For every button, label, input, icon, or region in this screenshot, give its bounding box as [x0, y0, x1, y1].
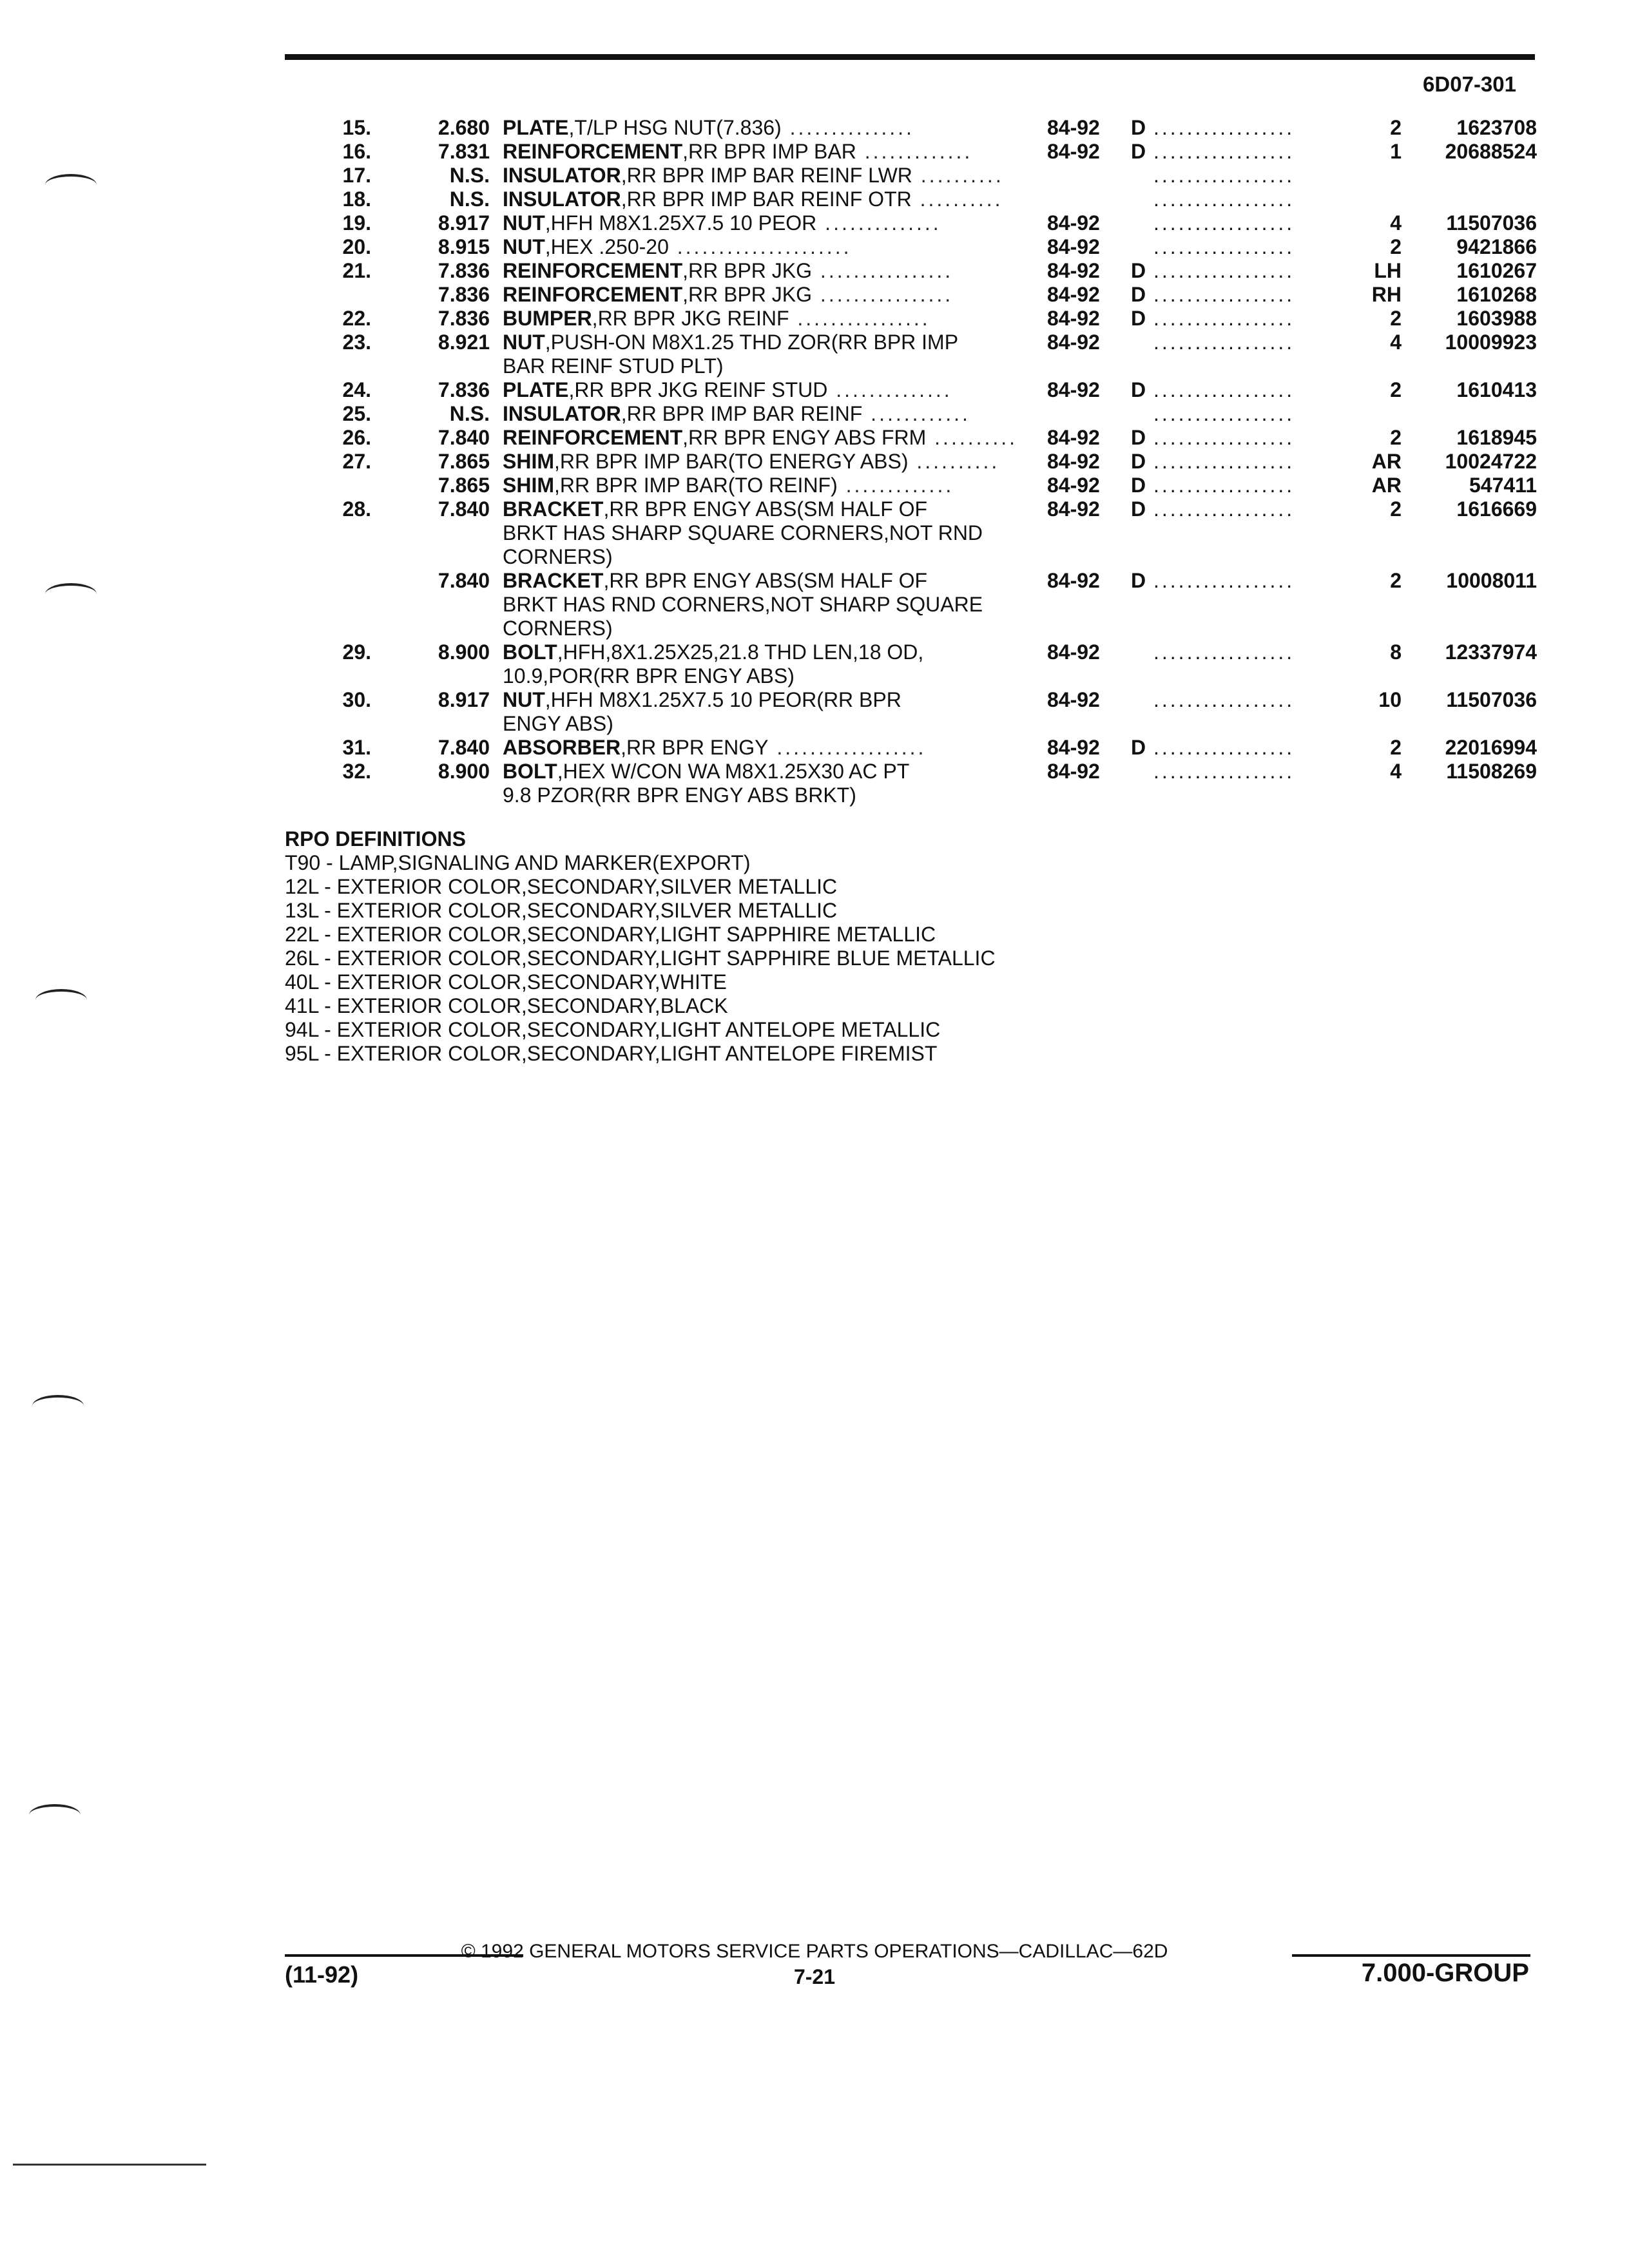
- model-years: 84-92: [1047, 116, 1100, 139]
- part-description: [503, 474, 1037, 497]
- part-row: [0, 331, 1629, 378]
- part-description: [503, 187, 1037, 211]
- model-years: 84-92: [1047, 307, 1100, 330]
- dot-leader: .................: [1153, 116, 1295, 139]
- dot-leader: .................: [1153, 307, 1295, 330]
- dot-leader: .................: [1153, 283, 1295, 306]
- binder-mark: [32, 1395, 84, 1417]
- quantity: 10: [1378, 688, 1402, 711]
- group-number: 7.831: [438, 140, 490, 163]
- dot-leader: .................: [1153, 331, 1295, 354]
- quantity: 8: [1390, 640, 1402, 664]
- part-name: PLATE: [503, 378, 569, 401]
- part-number: 1610268: [1456, 283, 1537, 306]
- footer-date: (11-92): [285, 1961, 359, 1988]
- dot-leader: ................: [812, 283, 954, 306]
- part-description: [503, 283, 1037, 307]
- group-number: N.S.: [449, 187, 490, 211]
- quantity: 2: [1390, 235, 1402, 258]
- edge-line: [13, 2164, 206, 2166]
- part-description: [503, 402, 1037, 426]
- part-description: [503, 307, 1037, 331]
- item-number: 18.: [342, 187, 371, 211]
- part-detail: ,RR BPR ENGY ABS FRM: [682, 426, 927, 449]
- model-years: 84-92: [1047, 211, 1100, 235]
- code: D: [1131, 259, 1146, 282]
- part-row: [0, 640, 1629, 688]
- quantity: 4: [1390, 211, 1402, 235]
- part-description: [503, 116, 1037, 140]
- dot-leader: ............: [862, 402, 970, 425]
- part-detail-continued: BAR REINF STUD PLT): [503, 354, 724, 378]
- item-number: 30.: [342, 688, 371, 711]
- dot-leader: .....................: [668, 235, 852, 258]
- part-detail: ,T/LP HSG NUT(7.836): [568, 116, 782, 139]
- part-detail: ,PUSH-ON M8X1.25 THD ZOR(RR BPR IMP: [545, 331, 959, 354]
- part-name: REINFORCEMENT: [503, 426, 683, 449]
- dot-leader: .................: [1153, 569, 1295, 592]
- part-number: 22016994: [1445, 736, 1537, 759]
- item-number: 29.: [342, 640, 371, 664]
- part-detail: ,HEX W/CON WA M8X1.25X30 AC PT: [557, 760, 910, 783]
- part-detail: ,RR BPR IMP BAR: [682, 140, 856, 163]
- model-years: 84-92: [1047, 569, 1100, 592]
- dot-leader: .................: [1153, 474, 1295, 497]
- part-name: SHIM: [503, 474, 554, 497]
- dot-leader: ..............: [827, 378, 952, 401]
- part-detail: ,HFH M8X1.25X7.5 10 PEOR(RR BPR: [545, 688, 901, 711]
- part-row: [0, 450, 1629, 474]
- quantity: 2: [1390, 497, 1402, 521]
- group-number: 7.836: [438, 259, 490, 282]
- dot-leader: ..........: [926, 426, 1018, 449]
- part-detail-continued: 9.8 PZOR(RR BPR ENGY ABS BRKT): [503, 783, 856, 807]
- part-number: 10009923: [1445, 331, 1537, 354]
- part-detail: ,RR BPR JKG REINF STUD: [568, 378, 828, 401]
- model-years: 84-92: [1047, 378, 1100, 401]
- item-number: 31.: [342, 736, 371, 759]
- dot-leader: .................: [1153, 450, 1295, 473]
- footer-copyright: © 1992 GENERAL MOTORS SERVICE PARTS OPERATIONS—CADILLAC—62D: [461, 1941, 1168, 1962]
- part-description: [503, 450, 1037, 474]
- part-name: INSULATOR: [503, 187, 621, 211]
- part-name: INSULATOR: [503, 402, 621, 425]
- part-row: [0, 307, 1629, 331]
- code: D: [1131, 426, 1146, 449]
- model-years: 84-92: [1047, 688, 1100, 711]
- code: D: [1131, 140, 1146, 163]
- rpo-line: 12L - EXTERIOR COLOR,SECONDARY,SILVER METALLIC: [285, 875, 838, 898]
- part-number: 1618945: [1456, 426, 1537, 449]
- group-number: 2.680: [438, 116, 490, 139]
- part-number: 1610267: [1456, 259, 1537, 282]
- part-detail-continued: BRKT HAS RND CORNERS,NOT SHARP SQUARE CORNERS): [503, 593, 983, 640]
- dot-leader: ................: [789, 307, 930, 330]
- part-name: NUT: [503, 235, 545, 258]
- part-row: [0, 688, 1629, 736]
- code: D: [1131, 736, 1146, 759]
- group-number: 7.865: [438, 474, 490, 497]
- rpo-line: 40L - EXTERIOR COLOR,SECONDARY,WHITE: [285, 970, 727, 994]
- part-row: [0, 235, 1629, 259]
- group-number: 7.836: [438, 307, 490, 330]
- footer-group: 7.000-GROUP: [1361, 1959, 1529, 1987]
- part-description: [503, 331, 1037, 378]
- part-detail: ,RR BPR ENGY: [621, 736, 769, 759]
- item-number: 32.: [342, 760, 371, 783]
- quantity: RH: [1371, 283, 1402, 306]
- part-name: REINFORCEMENT: [503, 259, 683, 282]
- code: D: [1131, 116, 1146, 139]
- part-number: 1623708: [1456, 116, 1537, 139]
- dot-leader: .................: [1153, 402, 1295, 425]
- dot-leader: .................: [1153, 497, 1295, 521]
- part-row: [0, 116, 1629, 140]
- part-number: 11508269: [1446, 760, 1537, 783]
- part-description: [503, 378, 1037, 402]
- binder-mark: [35, 989, 87, 1011]
- group-number: 7.865: [438, 450, 490, 473]
- rpo-title: RPO DEFINITIONS: [285, 827, 466, 850]
- part-description: [503, 497, 1037, 569]
- dot-leader: .................: [1153, 187, 1295, 211]
- parts-list: [0, 116, 1629, 807]
- model-years: 84-92: [1047, 331, 1100, 354]
- part-number: 10008011: [1446, 569, 1537, 592]
- binder-mark: [45, 583, 97, 605]
- part-detail: ,RR BPR IMP BAR REINF LWR: [621, 164, 912, 187]
- part-detail: ,HFH M8X1.25X7.5 10 PEOR: [545, 211, 817, 235]
- part-row: [0, 283, 1629, 307]
- group-number: 7.840: [438, 426, 490, 449]
- part-row: [0, 140, 1629, 164]
- dot-leader: .................: [1153, 688, 1295, 711]
- model-years: 84-92: [1047, 497, 1100, 521]
- item-number: 24.: [342, 378, 371, 401]
- part-description: [503, 426, 1037, 450]
- part-number: 1610413: [1456, 378, 1537, 401]
- part-number: 11507036: [1446, 688, 1537, 711]
- quantity: 4: [1390, 760, 1402, 783]
- part-detail: ,RR BPR ENGY ABS(SM HALF OF: [603, 497, 928, 521]
- part-number: 1603988: [1456, 307, 1537, 330]
- quantity: AR: [1371, 450, 1402, 473]
- part-description: [503, 259, 1037, 283]
- part-description: [503, 640, 1037, 688]
- item-number: 20.: [342, 235, 371, 258]
- dot-leader: .................: [1153, 426, 1295, 449]
- rpo-line: 13L - EXTERIOR COLOR,SECONDARY,SILVER METALLIC: [285, 899, 838, 922]
- quantity: 2: [1390, 378, 1402, 401]
- model-years: 84-92: [1047, 259, 1100, 282]
- group-number: 8.900: [438, 760, 490, 783]
- part-row: [0, 211, 1629, 235]
- top-rule: [285, 54, 1535, 60]
- part-detail: ,RR BPR IMP BAR(TO REINF): [554, 474, 838, 497]
- part-row: [0, 497, 1629, 569]
- item-number: 23.: [342, 331, 371, 354]
- code: D: [1131, 497, 1146, 521]
- dot-leader: .................: [1153, 640, 1295, 664]
- quantity: 4: [1390, 331, 1402, 354]
- dot-leader: ..........: [908, 450, 1000, 473]
- model-years: 84-92: [1047, 640, 1100, 664]
- part-row: [0, 569, 1629, 640]
- part-row: [0, 760, 1629, 807]
- quantity: 2: [1390, 307, 1402, 330]
- part-name: ABSORBER: [503, 736, 621, 759]
- part-row: [0, 259, 1629, 283]
- part-name: BOLT: [503, 760, 557, 783]
- group-number: 8.900: [438, 640, 490, 664]
- group-number: 7.836: [438, 378, 490, 401]
- item-number: 17.: [342, 164, 371, 187]
- group-number: 7.836: [438, 283, 490, 306]
- dot-leader: ..........: [912, 164, 1004, 187]
- model-years: 84-92: [1047, 283, 1100, 306]
- quantity: 2: [1390, 116, 1402, 139]
- quantity: 2: [1390, 569, 1402, 592]
- item-number: 28.: [342, 497, 371, 521]
- code: D: [1131, 569, 1146, 592]
- group-number: 8.921: [438, 331, 490, 354]
- rpo-line: 41L - EXTERIOR COLOR,SECONDARY,BLACK: [285, 994, 728, 1017]
- dot-leader: .................: [1153, 259, 1295, 282]
- part-description: [503, 140, 1037, 164]
- group-number: 8.917: [438, 211, 490, 235]
- rpo-line: T90 - LAMP,SIGNALING AND MARKER(EXPORT): [285, 851, 751, 874]
- code: D: [1131, 474, 1146, 497]
- dot-leader: ..............: [816, 211, 941, 235]
- model-years: 84-92: [1047, 736, 1100, 759]
- part-row: [0, 426, 1629, 450]
- part-description: [503, 569, 1037, 640]
- quantity: LH: [1374, 259, 1402, 282]
- part-name: NUT: [503, 211, 545, 235]
- part-detail: ,RR BPR IMP BAR REINF OTR: [621, 187, 912, 211]
- part-detail-continued: ENGY ABS): [503, 712, 613, 735]
- part-name: BOLT: [503, 640, 557, 664]
- part-number: 1616669: [1456, 497, 1537, 521]
- part-name: PLATE: [503, 116, 569, 139]
- part-number: 547411: [1469, 474, 1537, 497]
- part-description: [503, 688, 1037, 736]
- dot-leader: ..................: [768, 736, 927, 759]
- part-number: 11507036: [1446, 211, 1537, 235]
- dot-leader: .................: [1153, 140, 1295, 163]
- footer-page-number: 7-21: [793, 1965, 836, 1988]
- part-detail: ,RR BPR IMP BAR REINF: [621, 402, 863, 425]
- part-description: [503, 235, 1037, 259]
- group-number: N.S.: [449, 164, 490, 187]
- part-name: NUT: [503, 331, 545, 354]
- code: D: [1131, 378, 1146, 401]
- rpo-line: 26L - EXTERIOR COLOR,SECONDARY,LIGHT SAPPHIRE BLUE METALLIC: [285, 947, 996, 970]
- model-years: 84-92: [1047, 450, 1100, 473]
- part-row: [0, 736, 1629, 760]
- code: D: [1131, 450, 1146, 473]
- quantity: 1: [1390, 140, 1402, 163]
- dot-leader: .................: [1153, 211, 1295, 235]
- item-number: 26.: [342, 426, 371, 449]
- rpo-definitions: [285, 827, 996, 1066]
- group-number: 7.840: [438, 569, 490, 592]
- item-number: 19.: [342, 211, 371, 235]
- item-number: 15.: [342, 116, 371, 139]
- dot-leader: ..........: [911, 187, 1003, 211]
- part-detail: ,RR BPR ENGY ABS(SM HALF OF: [603, 569, 928, 592]
- group-number: 7.840: [438, 736, 490, 759]
- part-name: SHIM: [503, 450, 554, 473]
- part-detail: ,HFH,8X1.25X25,21.8 THD LEN,18 OD,: [557, 640, 924, 664]
- dot-leader: .................: [1153, 378, 1295, 401]
- dot-leader: .................: [1153, 760, 1295, 783]
- item-number: 16.: [342, 140, 371, 163]
- model-years: 84-92: [1047, 474, 1100, 497]
- item-number: 25.: [342, 402, 371, 425]
- part-number: 10024722: [1445, 450, 1537, 473]
- part-number: 12337974: [1445, 640, 1537, 664]
- part-name: BUMPER: [503, 307, 592, 330]
- group-number: N.S.: [449, 402, 490, 425]
- part-row: [0, 474, 1629, 497]
- quantity: 2: [1390, 426, 1402, 449]
- part-number: 20688524: [1445, 140, 1537, 163]
- binder-mark: [45, 174, 97, 196]
- part-name: REINFORCEMENT: [503, 140, 683, 163]
- model-years: 84-92: [1047, 426, 1100, 449]
- page-code: 6D07-301: [1423, 72, 1516, 96]
- part-detail-continued: 10.9,POR(RR BPR ENGY ABS): [503, 664, 795, 687]
- item-number: 22.: [342, 307, 371, 330]
- part-number: 9421866: [1456, 235, 1537, 258]
- model-years: 84-92: [1047, 760, 1100, 783]
- dot-leader: ................: [812, 259, 954, 282]
- rpo-line: 22L - EXTERIOR COLOR,SECONDARY,LIGHT SAPPHIRE METALLIC: [285, 923, 936, 946]
- quantity: AR: [1371, 474, 1402, 497]
- part-name: BRACKET: [503, 569, 604, 592]
- part-description: [503, 164, 1037, 187]
- part-description: [503, 211, 1037, 235]
- part-name: NUT: [503, 688, 545, 711]
- dot-leader: .................: [1153, 235, 1295, 258]
- rpo-line: 95L - EXTERIOR COLOR,SECONDARY,LIGHT ANTELOPE FIREMIST: [285, 1042, 938, 1065]
- item-number: 27.: [342, 450, 371, 473]
- part-description: [503, 736, 1037, 760]
- rpo-line: 94L - EXTERIOR COLOR,SECONDARY,LIGHT ANTELOPE METALLIC: [285, 1018, 941, 1041]
- part-detail-continued: BRKT HAS SHARP SQUARE CORNERS,NOT RND CORNERS): [503, 521, 983, 568]
- part-row: [0, 402, 1629, 426]
- part-name: BRACKET: [503, 497, 604, 521]
- part-row: [0, 164, 1629, 187]
- code: D: [1131, 283, 1146, 306]
- part-detail: ,RR BPR JKG: [682, 283, 813, 306]
- model-years: 84-92: [1047, 235, 1100, 258]
- code: D: [1131, 307, 1146, 330]
- binder-mark: [29, 1804, 81, 1826]
- dot-leader: ...............: [781, 116, 914, 139]
- part-detail: ,RR BPR IMP BAR(TO ENERGY ABS): [554, 450, 909, 473]
- group-number: 8.917: [438, 688, 490, 711]
- part-detail: ,HEX .250-20: [545, 235, 669, 258]
- part-detail: ,RR BPR JKG REINF: [592, 307, 789, 330]
- item-number: 21.: [342, 259, 371, 282]
- dot-leader: .................: [1153, 164, 1295, 187]
- part-detail: ,RR BPR JKG: [682, 259, 813, 282]
- group-number: 7.840: [438, 497, 490, 521]
- part-name: REINFORCEMENT: [503, 283, 683, 306]
- dot-leader: .............: [837, 474, 954, 497]
- group-number: 8.915: [438, 235, 490, 258]
- dot-leader: .................: [1153, 736, 1295, 759]
- part-name: INSULATOR: [503, 164, 621, 187]
- model-years: 84-92: [1047, 140, 1100, 163]
- part-row: [0, 187, 1629, 211]
- part-description: [503, 760, 1037, 807]
- quantity: 2: [1390, 736, 1402, 759]
- part-row: [0, 378, 1629, 402]
- dot-leader: .............: [856, 140, 973, 163]
